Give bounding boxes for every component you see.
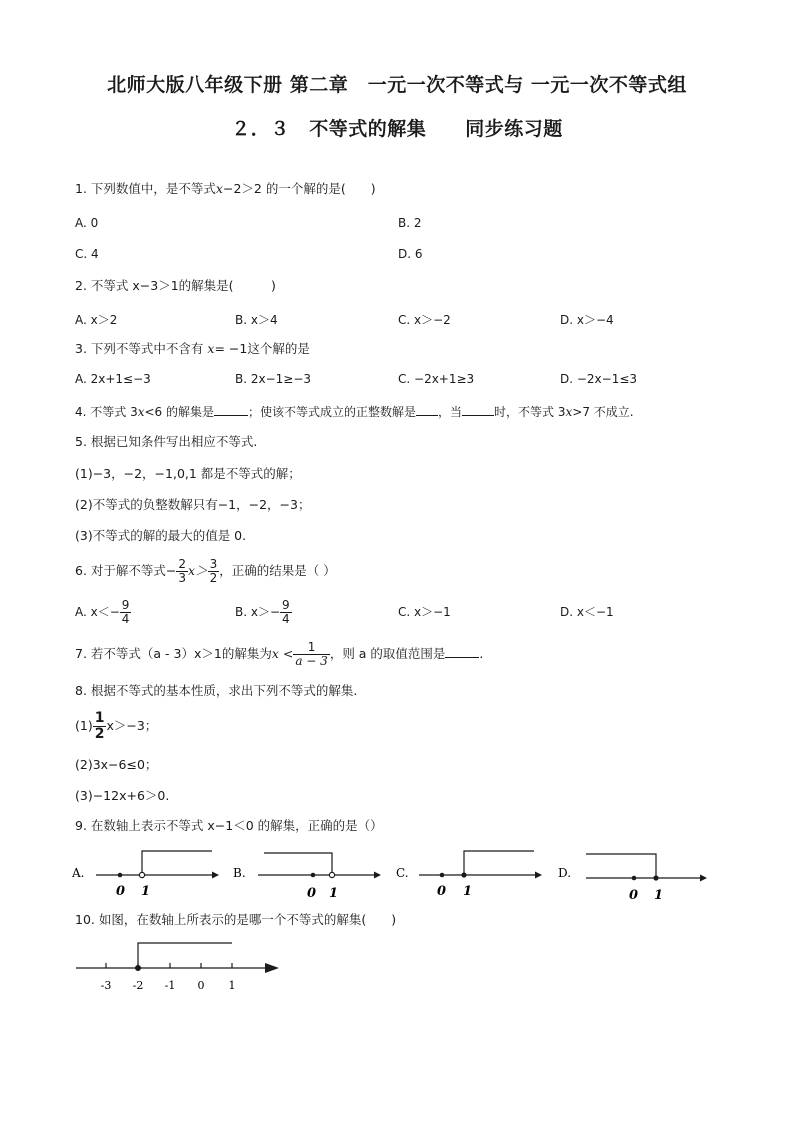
q2-option-a: A. x＞2 — [75, 313, 118, 327]
q9-option-d-number-line — [558, 854, 707, 903]
q1-option-d: D. 6 — [398, 247, 423, 261]
arrow-head-icon — [374, 872, 381, 879]
question-3-stem: 3. 下列不等式中不含有 x= −1这个解的是 — [75, 341, 310, 356]
arrow-head-icon — [535, 872, 542, 879]
q3-option-b: B. 2x−1≥−3 — [235, 372, 312, 386]
q6-option-d: D. x＜−1 — [560, 605, 614, 619]
fraction-1-over-a-3: $\frac{1}{a - 3}$ — [295, 640, 328, 668]
q3-option-d: D. −2x−1≤3 — [560, 372, 638, 386]
q2-option-c: C. x＞−2 — [398, 313, 451, 327]
question-1-stem: 1. 下列数值中，是不等式x−2＞2 的一个解的是( ) — [75, 181, 376, 196]
svg-text:1: 1 — [654, 888, 664, 903]
arrow-head-icon — [265, 963, 279, 973]
closed-circle — [135, 965, 141, 971]
tick-label: -2 — [132, 979, 144, 992]
fraction-2-3: $\frac{2}{3}$ — [178, 557, 187, 585]
q8-item-2: (2)3x−6≤0； — [75, 757, 158, 772]
question-4-stem: 4. 不等式 3x<6 的解集是 ；使该不等式成立的正整数解是 ，当 时，不等式 3x>7 不成立. — [75, 405, 634, 419]
question-10-stem: 10. 如图，在数轴上所表示的是哪一个不等式的解集( ) — [75, 912, 397, 927]
q7-blank[interactable] — [445, 645, 479, 658]
q9-option-b-number-line — [233, 853, 381, 901]
tick-label: -1 — [164, 979, 176, 992]
q8-item-3: (3)−12x+6＞0. — [75, 788, 170, 803]
open-circle — [329, 872, 334, 877]
q10-number-line — [0, 930, 320, 1000]
q5-item-2: (2)不等式的负整数解只有−1，−2，−3； — [75, 497, 311, 512]
q3-option-a: A. 2x+1≤−3 — [75, 372, 151, 386]
q9-number-lines — [0, 840, 794, 904]
closed-circle — [461, 872, 466, 877]
page-title-line2: ２．３ 不等式的解集 同步练习题 — [231, 118, 563, 140]
arrow-head-icon — [700, 875, 707, 882]
tick-label: -3 — [100, 979, 112, 992]
question-6-stem: 6. 对于解不等式− $\frac{2}{3}$ x＞ $\frac{3}{2}$ ，正确的结果是（ ） — [75, 557, 336, 585]
q4-blank-3[interactable] — [462, 403, 494, 416]
question-5-stem: 5. 根据已知条件写出相应不等式. — [75, 434, 258, 449]
q5-item-3: (3)不等式的解的最大的值是 0. — [75, 528, 247, 543]
svg-text:0: 0 — [437, 884, 447, 899]
q5-item-1: (1)−3，−2，−1,0,1 都是不等式的解； — [75, 466, 301, 481]
q6-option-b: B. x＞− $\frac{9}{4}$ — [235, 598, 290, 626]
q2-option-d: D. x＞−4 — [560, 313, 614, 327]
q3-option-c: C. −2x+1≥3 — [398, 372, 475, 386]
svg-text:B.: B. — [233, 866, 246, 880]
question-9-stem: 9. 在数轴上表示不等式 x−1＜0 的解集，正确的是（） — [75, 818, 383, 833]
closed-circle — [653, 875, 658, 880]
svg-text:A.: A. — [72, 866, 85, 880]
q1-option-c: C. 4 — [75, 247, 99, 261]
svg-text:0: 0 — [307, 886, 317, 901]
q4-blank-1[interactable] — [214, 403, 248, 416]
q2-option-b: B. x＞4 — [235, 313, 278, 327]
q1-option-b: B. 2 — [398, 216, 422, 230]
question-8-stem: 8. 根据不等式的基本性质，求出下列不等式的解集. — [75, 683, 358, 698]
svg-text:D.: D. — [558, 866, 572, 880]
fraction-3-2: $\frac{3}{2}$ — [209, 557, 218, 585]
svg-text:1: 1 — [141, 884, 151, 899]
open-circle — [139, 872, 144, 877]
question-2-stem: 2. 不等式 x−3＞1的解集是( ) — [75, 278, 276, 293]
q4-blank-2[interactable] — [416, 403, 438, 416]
svg-text:0: 0 — [629, 888, 639, 903]
svg-text:1: 1 — [463, 884, 473, 899]
svg-text:1: 1 — [329, 886, 339, 901]
q9-option-a-number-line — [71, 851, 219, 899]
svg-text:C.: C. — [396, 866, 409, 880]
q1-option-a: A. 0 — [75, 216, 99, 230]
q6-option-a: A. x＜− $\frac{9}{4}$ — [75, 598, 130, 626]
tick-label: 0 — [197, 979, 205, 992]
q8-item-1: (1) $\frac{1}{2}$ x＞−3； — [75, 710, 158, 742]
q6-option-c: C. x＞−1 — [398, 605, 451, 619]
arrow-head-icon — [212, 872, 219, 879]
question-7-stem: 7. 若不等式（a - 3）x＞1的解集为x < $\frac{1}{a - 3}$ ，则 a 的取值范围是 . — [75, 640, 484, 668]
tick-label: 1 — [228, 979, 236, 992]
q10-tick-marks — [106, 963, 232, 968]
page-title-line1: 北师大版八年级下册 第二章 一元一次不等式与 一元一次不等式组 — [107, 74, 687, 96]
svg-text:0: 0 — [116, 884, 126, 899]
q9-option-c-number-line — [396, 851, 542, 899]
